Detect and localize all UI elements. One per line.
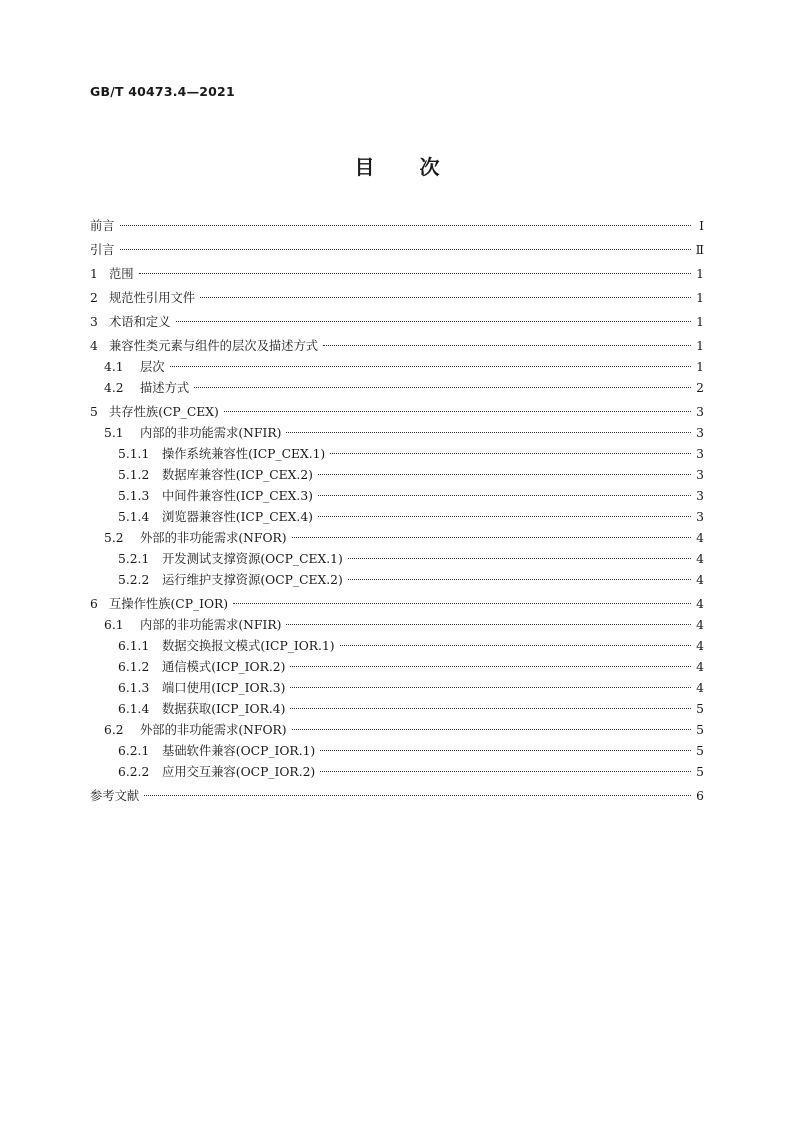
toc-entry-number: 5.1.3 (118, 489, 150, 503)
toc-entry[interactable] (90, 615, 704, 636)
toc-entry[interactable] (90, 528, 704, 549)
toc-entry-page: 1 (696, 339, 704, 353)
toc-entry-page: 1 (696, 291, 704, 305)
toc-entry-page: 5 (696, 765, 704, 779)
toc-entry[interactable] (90, 657, 704, 678)
toc-entry[interactable] (90, 216, 704, 237)
toc-entry-number: 6.2.2 (118, 765, 150, 779)
toc-entry[interactable] (90, 786, 704, 807)
toc-entry-number: 5.1.2 (118, 468, 150, 482)
toc-entry-page: 1 (696, 315, 704, 329)
toc-entry-page: 5 (696, 744, 704, 758)
toc-entry-page: 2 (696, 381, 704, 395)
toc-entry-number: 5.1 (104, 426, 124, 440)
toc-entry[interactable] (90, 486, 704, 507)
toc-entry-page: 4 (696, 618, 704, 632)
toc-entry-page: 1 (696, 360, 704, 374)
toc-entry[interactable] (90, 720, 704, 741)
dot-leader (348, 558, 691, 559)
toc-entry-number: 5.2.1 (118, 552, 150, 566)
dot-leader (318, 495, 691, 496)
toc-entry[interactable] (90, 288, 704, 309)
toc-entry-page: 5 (696, 723, 704, 737)
toc-entry-title: 浏览器兼容性(ICP_CEX.4) (162, 510, 313, 524)
toc-entry[interactable] (90, 312, 704, 333)
dot-leader (290, 708, 691, 709)
toc-entry-title: 外部的非功能需求(NFOR) (140, 723, 287, 737)
toc-entry-title: 通信模式(ICP_IOR.2) (162, 660, 286, 674)
toc-entry-number: 6.1 (104, 618, 124, 632)
toc-entry[interactable] (90, 264, 704, 285)
dot-leader (286, 432, 691, 433)
standard-code: GB/T 40473.4—2021 (90, 84, 235, 99)
toc-entry-number: 6.1.4 (118, 702, 150, 716)
dot-leader (120, 225, 691, 226)
toc-entry-title: 参考文献 (90, 789, 140, 803)
toc-entry-page: 4 (696, 639, 704, 653)
toc-entry-title: 兼容性类元素与组件的层次及描述方式 (109, 339, 319, 353)
dot-leader (233, 603, 691, 604)
toc-entry-number: 6.1.2 (118, 660, 150, 674)
toc-entry-title: 范围 (109, 267, 134, 281)
toc-entry-title: 运行维护支撑资源(OCP_CEX.2) (162, 573, 343, 587)
dot-leader (286, 624, 691, 625)
toc-entry-title: 数据库兼容性(ICP_CEX.2) (162, 468, 313, 482)
dot-leader (340, 645, 691, 646)
toc-entry-page: 3 (696, 510, 704, 524)
toc-entry-number: 5.1.1 (118, 447, 150, 461)
toc-entry-page: Ⅰ (699, 219, 704, 233)
toc-entry[interactable] (90, 240, 704, 261)
toc-entry-page: 4 (696, 597, 704, 611)
page-title: 目 次 (354, 155, 440, 179)
toc-entry-page: 1 (696, 267, 704, 281)
toc-entry-title: 内部的非功能需求(NFIR) (140, 426, 282, 440)
toc-entry-page: 4 (696, 681, 704, 695)
toc-entry-page: 3 (696, 426, 704, 440)
dot-leader (292, 537, 691, 538)
toc-entry[interactable] (90, 336, 704, 357)
dot-leader (318, 516, 691, 517)
toc-entry[interactable] (90, 444, 704, 465)
toc-entry-number: 5 (90, 405, 98, 419)
toc-entry-title: 应用交互兼容(OCP_IOR.2) (162, 765, 316, 779)
toc-entry[interactable] (90, 594, 704, 615)
toc-entry-title: 基础软件兼容(OCP_IOR.1) (162, 744, 316, 758)
toc-entry-page: 6 (696, 789, 704, 803)
toc-entry-page: 3 (696, 468, 704, 482)
toc-entry[interactable] (90, 636, 704, 657)
toc-entry-title: 开发测试支撑资源(OCP_CEX.1) (162, 552, 343, 566)
toc-entry-title: 内部的非功能需求(NFIR) (140, 618, 282, 632)
dot-leader (144, 795, 691, 796)
dot-leader (139, 273, 691, 274)
dot-leader (330, 453, 691, 454)
toc-entry-number: 6.2 (104, 723, 124, 737)
toc-entry-title: 共存性族(CP_CEX) (109, 405, 219, 419)
toc-entry-page: Ⅱ (695, 243, 704, 257)
toc-entry-number: 4.1 (104, 360, 124, 374)
toc-entry-number: 5.1.4 (118, 510, 150, 524)
toc-entry-number: 6.1.1 (118, 639, 150, 653)
toc-entry-number: 6.1.3 (118, 681, 150, 695)
toc-entry-title: 操作系统兼容性(ICP_CEX.1) (162, 447, 326, 461)
toc-entry[interactable] (90, 762, 704, 783)
toc-entry-page: 5 (696, 702, 704, 716)
toc-entry[interactable] (90, 423, 704, 444)
dot-leader (200, 297, 691, 298)
toc-entry-number: 5.2 (104, 531, 124, 545)
toc-entry-title: 术语和定义 (109, 315, 171, 329)
toc-entry-title: 端口使用(ICP_IOR.3) (162, 681, 286, 695)
dot-leader (170, 366, 691, 367)
dot-leader (176, 321, 692, 322)
toc-entry-number: 1 (90, 267, 98, 281)
dot-leader (318, 474, 691, 475)
toc-entry-title: 中间件兼容性(ICP_CEX.3) (162, 489, 313, 503)
dot-leader (194, 387, 691, 388)
toc-entry-title: 规范性引用文件 (109, 291, 196, 305)
toc-entry-page: 4 (696, 531, 704, 545)
toc-entry[interactable] (90, 357, 704, 378)
toc-entry-title: 描述方式 (140, 381, 190, 395)
toc-entry-number: 5.2.2 (118, 573, 150, 587)
toc-entry-page: 4 (696, 552, 704, 566)
toc-entry-title: 层次 (140, 360, 165, 374)
toc-entry[interactable] (90, 570, 704, 591)
dot-leader (320, 750, 691, 751)
toc-entry[interactable] (90, 378, 704, 399)
toc-entry[interactable] (90, 699, 704, 720)
toc-entry-page: 4 (696, 573, 704, 587)
toc-entry-number: 4 (90, 339, 98, 353)
toc-entry-number: 6.2.1 (118, 744, 150, 758)
toc-entry-number: 6 (90, 597, 98, 611)
toc-entry-number: 2 (90, 291, 98, 305)
toc-entry[interactable] (90, 741, 704, 762)
toc-entry-title: 互操作性族(CP_IOR) (109, 597, 229, 611)
dot-leader (348, 579, 691, 580)
toc-entry-title: 数据交换报文模式(ICP_IOR.1) (162, 639, 335, 653)
dot-leader (290, 666, 691, 667)
toc-entry-title: 外部的非功能需求(NFOR) (140, 531, 287, 545)
dot-leader (323, 345, 691, 346)
toc-entry-page: 3 (696, 405, 704, 419)
toc-entry-title: 数据获取(ICP_IOR.4) (162, 702, 286, 716)
dot-leader (292, 729, 691, 730)
toc-entry[interactable] (90, 465, 704, 486)
toc-entry-title: 前言 (90, 219, 115, 233)
toc-entry[interactable] (90, 678, 704, 699)
toc-entry[interactable] (90, 507, 704, 528)
toc-entry[interactable] (90, 402, 704, 423)
table-of-contents (90, 216, 704, 807)
dot-leader (290, 687, 691, 688)
toc-entry-number: 3 (90, 315, 98, 329)
toc-entry-title: 引言 (90, 243, 115, 257)
toc-entry-page: 3 (696, 447, 704, 461)
toc-entry-page: 3 (696, 489, 704, 503)
toc-entry-number: 4.2 (104, 381, 124, 395)
toc-entry[interactable] (90, 549, 704, 570)
toc-entry-page: 4 (696, 660, 704, 674)
dot-leader (320, 771, 691, 772)
dot-leader (120, 249, 691, 250)
dot-leader (224, 411, 691, 412)
